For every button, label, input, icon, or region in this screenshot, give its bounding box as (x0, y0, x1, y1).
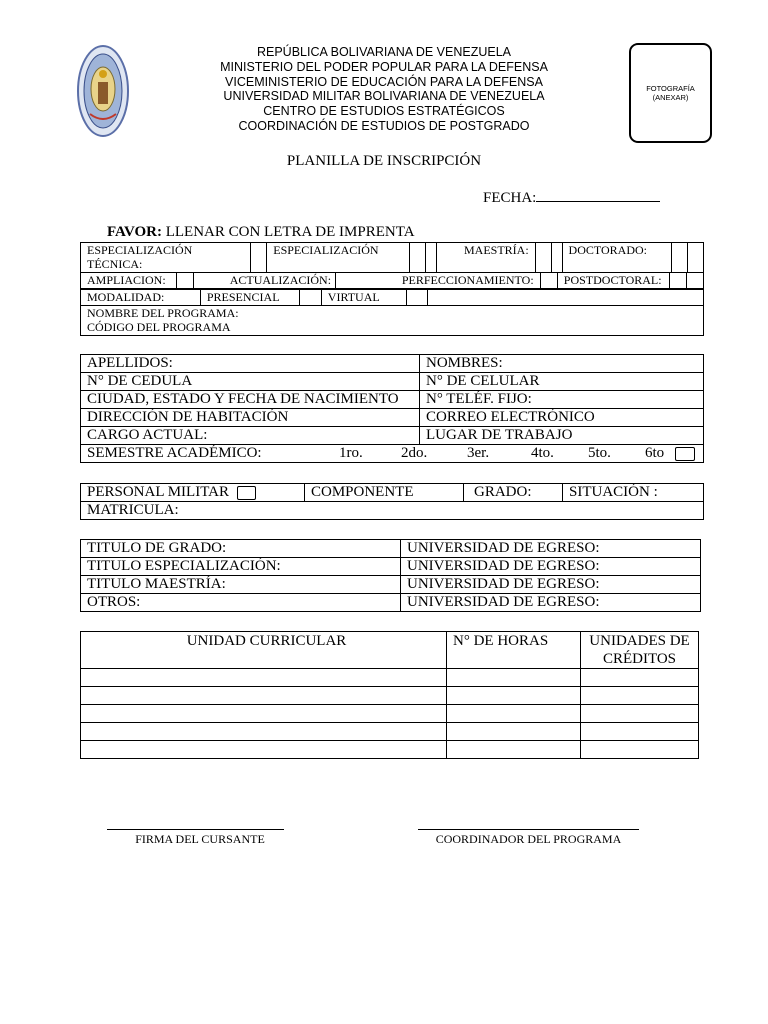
grado-field[interactable] (464, 484, 563, 502)
unidad-curricular-label: UNIDAD CURRICULAR (186, 633, 347, 649)
form-title: PLANILLA DE INSCRIPCIÓN (286, 153, 482, 169)
table-row (81, 723, 699, 741)
doctorado-checkbox[interactable] (671, 243, 687, 273)
program-name-row (80, 305, 704, 336)
semestre-option-1[interactable]: 1ro. (339, 445, 363, 461)
postdoctoral-label: POSTDOCTORAL: (563, 273, 662, 287)
curricular-table (80, 631, 699, 759)
date-line[interactable] (536, 188, 660, 202)
horas-cell[interactable] (447, 723, 581, 741)
table-row (81, 705, 699, 723)
degree-title-label: TITULO MAESTRÍA: (87, 576, 226, 592)
date-label: FECHA: (483, 190, 537, 206)
header-line: VICEMINISTERIO DE EDUCACIÓN PARA LA DEFENSA (225, 74, 543, 89)
especializacion-checkbox[interactable] (409, 243, 425, 273)
semestre-option-4[interactable]: 4to. (531, 445, 554, 461)
table-row (81, 687, 699, 705)
telefono-field[interactable] (420, 391, 704, 409)
virtual-cell (321, 290, 406, 306)
program-table-row2 (80, 272, 704, 289)
modalidad-row (80, 289, 704, 306)
cargo-label: CARGO ACTUAL: (87, 427, 208, 443)
horas-cell[interactable] (447, 741, 581, 759)
instructions (107, 224, 415, 241)
horas-label: N° DE HORAS (453, 633, 549, 649)
photo-box[interactable] (629, 43, 712, 143)
table-row (81, 669, 699, 687)
unidad-cell[interactable] (81, 669, 447, 687)
virtual-label: VIRTUAL (327, 290, 380, 304)
actualizacion-cell (193, 273, 335, 289)
semestre-row (81, 445, 704, 463)
degree-title-label: OTROS: (87, 594, 141, 610)
titulo-maestria-field[interactable] (81, 576, 401, 594)
table-row (81, 741, 699, 759)
creditos-label: CRÉDITOS (602, 651, 677, 667)
maestria-cell (436, 243, 535, 273)
unidad-cell[interactable] (81, 723, 447, 741)
direccion-field[interactable] (81, 409, 420, 427)
spacer (687, 243, 703, 273)
lugar-field[interactable] (420, 427, 704, 445)
matricula-label: MATRICULA: (87, 502, 179, 518)
matricula-field[interactable] (81, 502, 704, 520)
universidad-egreso-field[interactable] (401, 558, 701, 576)
presencial-label: PRESENCIAL (206, 290, 280, 304)
ampliacion-cell (81, 273, 177, 289)
virtual-checkbox[interactable] (406, 290, 428, 306)
componente-field[interactable] (305, 484, 464, 502)
perfeccionamiento-cell (336, 273, 541, 289)
semestre-option-3[interactable]: 3er. (467, 445, 490, 461)
spacer (428, 290, 704, 306)
universidad-label: UNIVERSIDAD DE EGRESO: (407, 594, 600, 610)
universidad-label: UNIVERSIDAD DE EGRESO: (407, 540, 600, 556)
creditos-cell[interactable] (581, 705, 699, 723)
semestre-checkbox[interactable] (675, 447, 695, 461)
telefono-label: N° TELÉF. FIJO: (426, 391, 532, 407)
universidad-egreso-field[interactable] (401, 540, 701, 558)
ampliacion-checkbox[interactable] (176, 273, 193, 289)
instructions-bold: FAVOR: (107, 224, 162, 240)
postdoctoral-cell (557, 273, 669, 289)
spacer (686, 273, 703, 289)
perfeccionamiento-checkbox[interactable] (540, 273, 557, 289)
coordinador-signature-line[interactable] (418, 829, 639, 830)
correo-field[interactable] (420, 409, 704, 427)
modalidad-label: MODALIDAD: (87, 290, 165, 304)
coordinador-signature-label: COORDINADOR DEL PROGRAMA (435, 832, 622, 846)
lugar-label: LUGAR DE TRABAJO (426, 427, 573, 443)
celular-label: N° DE CELULAR (426, 373, 540, 389)
universidad-label: UNIVERSIDAD DE EGRESO: (407, 576, 600, 592)
titulo-grado-field[interactable] (81, 540, 401, 558)
especializacion-label: ESPECIALIZACIÓN (273, 243, 379, 257)
nombres-label: NOMBRES: (426, 355, 503, 371)
date-field[interactable] (483, 188, 660, 207)
perfeccionamiento-label: PERFECCIONAMIENTO: (401, 273, 534, 287)
presencial-cell (200, 290, 299, 306)
semestre-option-2[interactable]: 2do. (401, 445, 428, 461)
personal-militar-checkbox[interactable] (237, 486, 256, 500)
nombres-field[interactable] (420, 355, 704, 373)
cursante-signature-label: FIRMA DEL CURSANTE (135, 832, 265, 846)
program-table (80, 242, 704, 273)
personal-militar-cell (81, 484, 305, 502)
cedula-label: N° DE CEDULA (87, 373, 193, 389)
especializacion-tecnica-cell (81, 243, 251, 273)
spacer (425, 243, 436, 273)
degree-title-label: TITULO DE GRADO: (87, 540, 227, 556)
componente-label: COMPONENTE (311, 484, 414, 500)
situacion-field[interactable] (563, 484, 704, 502)
cursante-signature-line[interactable] (107, 829, 284, 830)
header-line: COORDINACIÓN DE ESTUDIOS DE POSTGRADO (238, 118, 530, 133)
especializacion-tecnica-checkbox[interactable] (251, 243, 267, 273)
semestre-label: SEMESTRE ACADÉMICO: (87, 445, 262, 461)
cedula-field[interactable] (81, 373, 420, 391)
header-line: REPÚBLICA BOLIVARIANA DE VENEZUELA (256, 45, 512, 59)
unidad-curricular-header (81, 632, 447, 669)
modalidad-cell (81, 290, 201, 306)
photo-sublabel: (ANEXAR) (652, 93, 689, 102)
personal-data-table (80, 354, 704, 463)
grado-label: GRADO: (474, 484, 532, 500)
horas-cell[interactable] (447, 669, 581, 687)
personal-militar-label: PERSONAL MILITAR (87, 484, 229, 500)
universidad-egreso-field[interactable] (401, 594, 701, 612)
doctorado-label: DOCTORADO: (568, 243, 647, 257)
creditos-cell[interactable] (581, 723, 699, 741)
direccion-label: DIRECCIÓN DE HABITACIÓN (87, 409, 289, 425)
horas-cell[interactable] (447, 705, 581, 723)
especializacion-cell (267, 243, 409, 273)
unidades-label: UNIDADES DE (589, 633, 690, 649)
header-line: MINISTERIO DEL PODER POPULAR PARA LA DEFENSA (220, 59, 548, 74)
spacer (551, 243, 562, 273)
correo-label: CORREO ELECTRÓNICO (426, 409, 595, 425)
program-name-cell[interactable] (81, 306, 704, 336)
ampliacion-label: AMPLIACION: (87, 273, 166, 287)
creditos-header (581, 632, 699, 669)
especializacion-tecnica-label: ESPECIALIZACIÓN (87, 243, 193, 257)
universidad-label: UNIVERSIDAD DE EGRESO: (407, 558, 600, 574)
degrees-table (80, 539, 701, 612)
titulo-especializacion-field[interactable] (81, 558, 401, 576)
horas-header (447, 632, 581, 669)
degree-title-label: TITULO ESPECIALIZACIÓN: (87, 558, 281, 574)
presencial-checkbox[interactable] (300, 290, 322, 306)
postdoctoral-checkbox[interactable] (669, 273, 686, 289)
apellidos-label: APELLIDOS: (87, 355, 173, 371)
university-seal-logo (76, 44, 130, 138)
horas-cell[interactable] (447, 687, 581, 705)
photo-label: FOTOGRAFÍA (646, 84, 695, 93)
maestria-checkbox[interactable] (535, 243, 551, 273)
unidad-cell[interactable] (81, 705, 447, 723)
tecnica-label: TÉCNICA: (87, 257, 143, 271)
semestre-option-5[interactable]: 5to. (588, 445, 611, 461)
creditos-cell[interactable] (581, 669, 699, 687)
ciudad-label: CIUDAD, ESTADO Y FECHA DE NACIMIENTO (87, 391, 399, 407)
header-line: UNIVERSIDAD MILITAR BOLIVARIANA DE VENEZUELA (223, 89, 545, 104)
semestre-option-6[interactable]: 6to (645, 445, 665, 461)
instructions-text: LLENAR CON LETRA DE IMPRENTA (161, 224, 415, 240)
ciudad-field[interactable] (81, 391, 420, 409)
unidad-cell[interactable] (81, 687, 447, 705)
otros-field[interactable] (81, 594, 401, 612)
program-code-label: CÓDIGO DEL PROGRAMA (87, 320, 231, 334)
institution-header (200, 45, 568, 134)
celular-field[interactable] (420, 373, 704, 391)
situacion-label: SITUACIÓN : (569, 484, 658, 500)
unidad-cell[interactable] (81, 741, 447, 759)
actualizacion-label: ACTUALIZACIÓN: (229, 273, 332, 287)
creditos-cell[interactable] (581, 687, 699, 705)
creditos-cell[interactable] (581, 741, 699, 759)
program-name-label: NOMBRE DEL PROGRAMA: (87, 306, 239, 320)
apellidos-field[interactable] (81, 355, 420, 373)
universidad-egreso-field[interactable] (401, 576, 701, 594)
maestria-label: MAESTRÍA: (463, 243, 529, 257)
doctorado-cell (562, 243, 671, 273)
military-table (80, 483, 704, 520)
cargo-field[interactable] (81, 427, 420, 445)
header-line: CENTRO DE ESTUDIOS ESTRATÉGICOS (263, 104, 505, 119)
